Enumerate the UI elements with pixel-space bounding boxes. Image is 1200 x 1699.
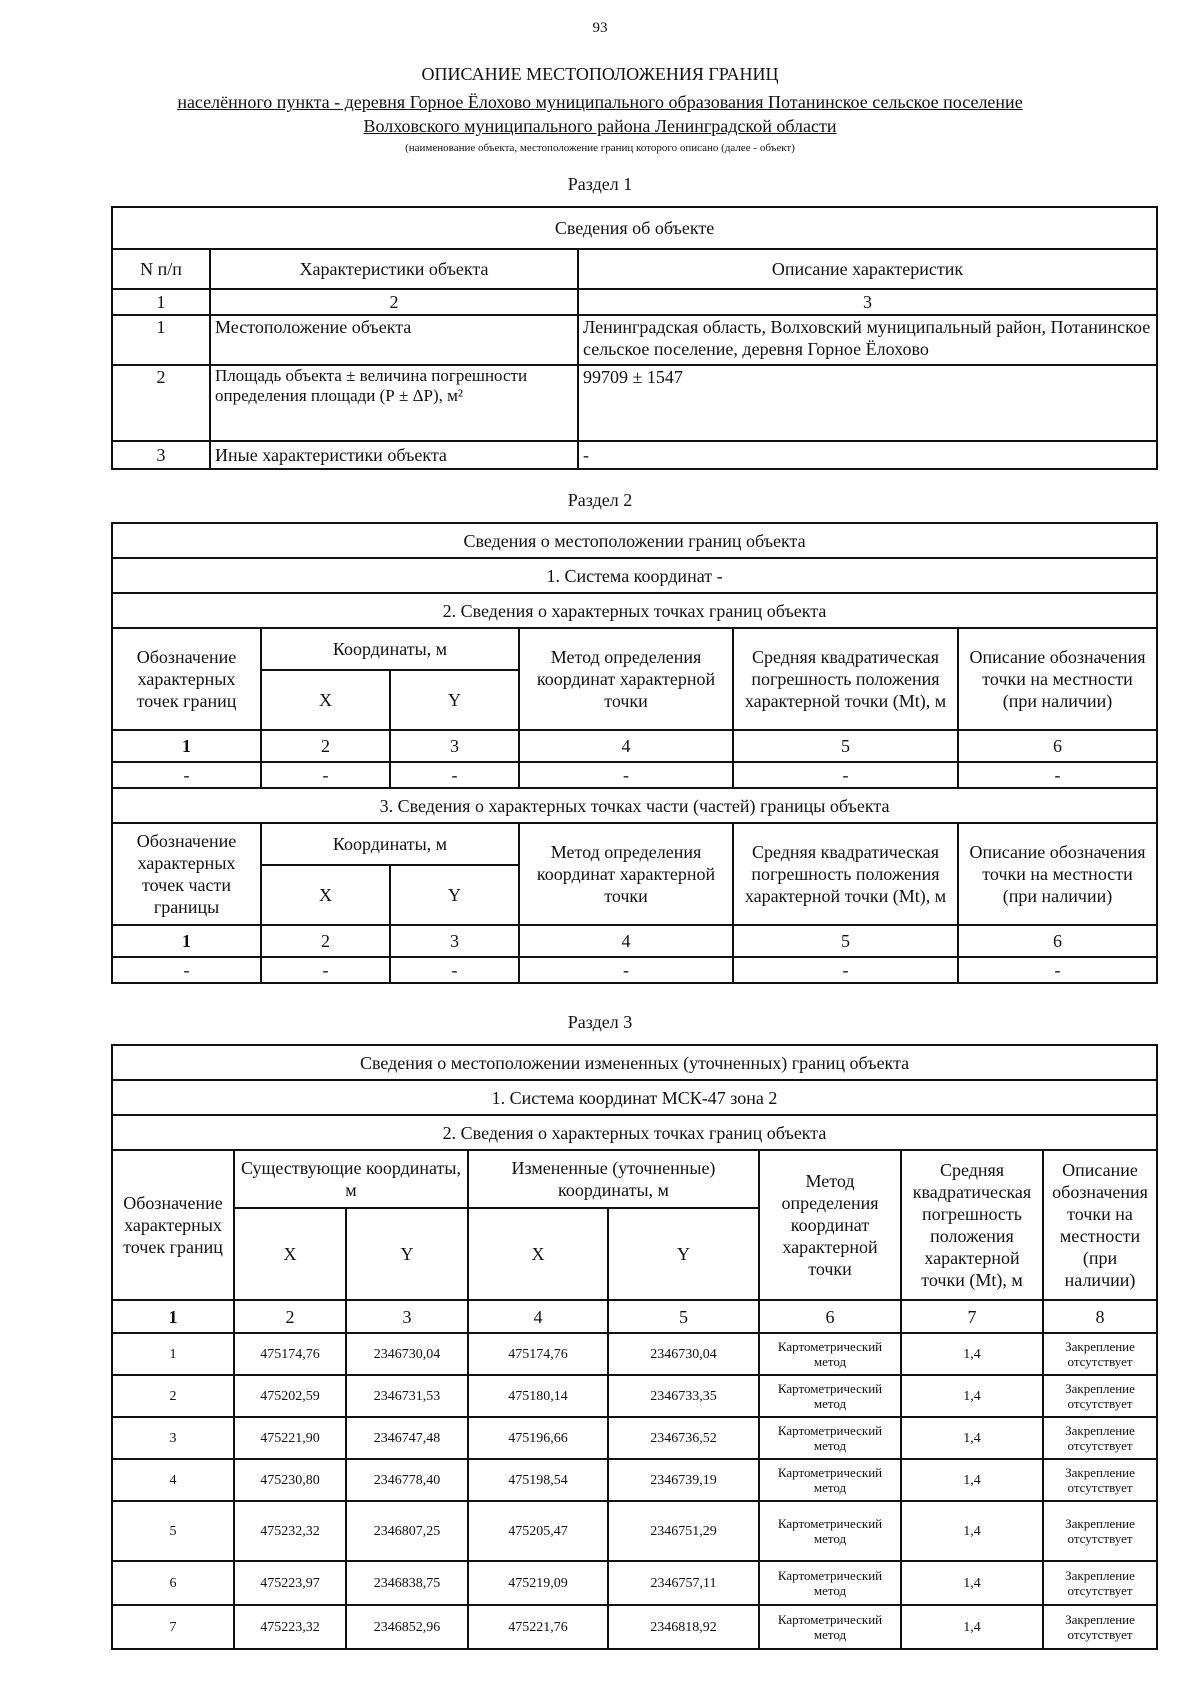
table-row bbox=[112, 1375, 1157, 1417]
column-number: 6 bbox=[958, 925, 1157, 957]
subsection-row bbox=[112, 593, 1157, 628]
header-error: Средняя квадратическая погрешность положения характерной точки (Mt), м bbox=[733, 823, 958, 925]
column-number: 1 bbox=[112, 289, 210, 315]
column-number: 3 bbox=[346, 1300, 468, 1333]
changed-x: 475196,66 bbox=[468, 1417, 608, 1459]
changed-x: 475174,76 bbox=[468, 1333, 608, 1375]
error-mt: 1,4 bbox=[901, 1501, 1043, 1561]
column-number: 4 bbox=[519, 730, 733, 762]
header-points: Обозначение характерных точек границ bbox=[112, 628, 261, 730]
table-row bbox=[112, 1459, 1157, 1501]
header-method: Метод определения координат характерной точки bbox=[519, 823, 733, 925]
point-number: 1 bbox=[112, 1333, 234, 1375]
header-changed-coords: Измененные (уточненные) координаты, м bbox=[468, 1150, 759, 1208]
error-mt: 1,4 bbox=[901, 1605, 1043, 1649]
subsection-title: 3. Сведения о характерных точках части (частей) границы объекта bbox=[112, 788, 1157, 823]
table-row bbox=[112, 762, 1157, 788]
existing-x: 475230,80 bbox=[234, 1459, 346, 1501]
existing-y: 2346730,04 bbox=[346, 1333, 468, 1375]
existing-y: 2346747,48 bbox=[346, 1417, 468, 1459]
header-existing-coords: Существующие координаты, м bbox=[234, 1150, 468, 1208]
header-description: Описание обозначения точки на местности (при наличии) bbox=[958, 823, 1157, 925]
table-row bbox=[112, 957, 1157, 983]
point-number: 5 bbox=[112, 1501, 234, 1561]
header-points: Обозначение характерных точек границ bbox=[112, 1150, 234, 1300]
changed-y: 2346733,35 bbox=[608, 1375, 759, 1417]
empty-cell: - bbox=[261, 762, 390, 788]
subsection-row bbox=[112, 1115, 1157, 1150]
section-3-title: Раздел 3 bbox=[567, 1012, 633, 1032]
header-row bbox=[112, 628, 1157, 670]
column-number: 6 bbox=[958, 730, 1157, 762]
table-row bbox=[112, 441, 1157, 469]
header-y: Y bbox=[390, 670, 519, 730]
column-number: 5 bbox=[733, 730, 958, 762]
row-number: 3 bbox=[112, 441, 210, 469]
empty-cell: - bbox=[112, 762, 261, 788]
column-number-row bbox=[112, 730, 1157, 762]
table-row bbox=[112, 1417, 1157, 1459]
section-3-table-title: Сведения о местоположении измененных (уточненных) границ объекта bbox=[112, 1045, 1157, 1080]
column-number: 4 bbox=[519, 925, 733, 957]
changed-y: 2346736,52 bbox=[608, 1417, 759, 1459]
column-number: 7 bbox=[901, 1300, 1043, 1333]
empty-cell: - bbox=[733, 762, 958, 788]
point-number: 7 bbox=[112, 1605, 234, 1649]
column-number-row bbox=[112, 289, 1157, 315]
point-number: 6 bbox=[112, 1561, 234, 1605]
row-characteristic: Площадь объекта ± величина погрешности определения площади (Р ± ΔР), м² bbox=[210, 365, 578, 441]
header-method: Метод определения координат характерной точки bbox=[759, 1150, 901, 1300]
header-error: Средняя квадратическая погрешность положения характерной точки (Mt), м bbox=[733, 628, 958, 730]
subsection-row bbox=[112, 788, 1157, 823]
point-number: 2 bbox=[112, 1375, 234, 1417]
coord-system-row bbox=[112, 558, 1157, 593]
header-cell: Характеристики объекта bbox=[210, 249, 578, 289]
row-number: 1 bbox=[112, 315, 210, 365]
section-1-table-title: Сведения об объекте bbox=[112, 207, 1157, 249]
table-row bbox=[112, 1501, 1157, 1561]
error-mt: 1,4 bbox=[901, 1375, 1043, 1417]
empty-cell: - bbox=[390, 957, 519, 983]
page-number: 93 bbox=[592, 20, 608, 36]
header-error: Средняя квадратическая погрешность положения характерной точки (Mt), м bbox=[901, 1150, 1043, 1300]
header-coords: Координаты, м bbox=[261, 823, 519, 865]
error-mt: 1,4 bbox=[901, 1417, 1043, 1459]
column-number: 8 bbox=[1043, 1300, 1157, 1333]
table-title-row bbox=[112, 207, 1157, 249]
changed-x: 475219,09 bbox=[468, 1561, 608, 1605]
table-row bbox=[112, 315, 1157, 365]
method: Картометрический метод bbox=[759, 1417, 901, 1459]
existing-y: 2346838,75 bbox=[346, 1561, 468, 1605]
point-description: Закрепление отсутствует bbox=[1043, 1333, 1157, 1375]
column-number: 2 bbox=[234, 1300, 346, 1333]
changed-x: 475221,76 bbox=[468, 1605, 608, 1649]
header-cell: Описание характеристик bbox=[578, 249, 1157, 289]
method: Картометрический метод bbox=[759, 1333, 901, 1375]
coord-system: 1. Система координат МСК-47 зона 2 bbox=[112, 1080, 1157, 1115]
changed-x: 475205,47 bbox=[468, 1501, 608, 1561]
column-number: 4 bbox=[468, 1300, 608, 1333]
table-title-row bbox=[112, 523, 1157, 558]
header-method: Метод определения координат характерной точки bbox=[519, 628, 733, 730]
row-description: 99709 ± 1547 bbox=[578, 365, 1157, 441]
subsection-title: 2. Сведения о характерных точках границ объекта bbox=[112, 593, 1157, 628]
existing-x: 475202,59 bbox=[234, 1375, 346, 1417]
subsection-title: 2. Сведения о характерных точках границ объекта bbox=[112, 1115, 1157, 1150]
changed-x: 475198,54 bbox=[468, 1459, 608, 1501]
changed-y: 2346739,19 bbox=[608, 1459, 759, 1501]
document-heading: ОПИСАНИЕ МЕСТОПОЛОЖЕНИЯ ГРАНИЦ bbox=[421, 64, 779, 84]
column-number-row bbox=[112, 1300, 1157, 1333]
coord-system-row bbox=[112, 1080, 1157, 1115]
empty-cell: - bbox=[261, 957, 390, 983]
column-number: 5 bbox=[608, 1300, 759, 1333]
header-x: X bbox=[234, 1208, 346, 1300]
column-number: 2 bbox=[210, 289, 578, 315]
header-description: Описание обозначения точки на местности (при наличии) bbox=[958, 628, 1157, 730]
column-number: 3 bbox=[578, 289, 1157, 315]
section-2-table-title: Сведения о местоположении границ объекта bbox=[112, 523, 1157, 558]
header-x: X bbox=[468, 1208, 608, 1300]
changed-y: 2346818,92 bbox=[608, 1605, 759, 1649]
column-number-row bbox=[112, 925, 1157, 957]
row-characteristic: Иные характеристики объекта bbox=[210, 441, 578, 469]
existing-x: 475174,76 bbox=[234, 1333, 346, 1375]
object-name-note: (наименование объекта, местоположение границ которого описано (далее - объект) bbox=[405, 142, 795, 154]
row-characteristic: Местоположение объекта bbox=[210, 315, 578, 365]
error-mt: 1,4 bbox=[901, 1333, 1043, 1375]
changed-x: 475180,14 bbox=[468, 1375, 608, 1417]
header-row bbox=[112, 823, 1157, 865]
existing-y: 2346778,40 bbox=[346, 1459, 468, 1501]
changed-y: 2346751,29 bbox=[608, 1501, 759, 1561]
empty-cell: - bbox=[958, 762, 1157, 788]
column-number: 5 bbox=[733, 925, 958, 957]
column-number: 3 bbox=[390, 730, 519, 762]
point-description: Закрепление отсутствует bbox=[1043, 1459, 1157, 1501]
table-row bbox=[112, 1561, 1157, 1605]
header-y: Y bbox=[390, 865, 519, 925]
header-coords: Координаты, м bbox=[261, 628, 519, 670]
header-row bbox=[112, 249, 1157, 289]
section-2-title: Раздел 2 bbox=[567, 490, 633, 510]
changed-y: 2346730,04 bbox=[608, 1333, 759, 1375]
error-mt: 1,4 bbox=[901, 1459, 1043, 1501]
coord-system: 1. Система координат - bbox=[112, 558, 1157, 593]
column-number: 3 bbox=[390, 925, 519, 957]
point-description: Закрепление отсутствует bbox=[1043, 1375, 1157, 1417]
header-y: Y bbox=[346, 1208, 468, 1300]
method: Картометрический метод bbox=[759, 1501, 901, 1561]
table-row bbox=[112, 365, 1157, 441]
row-number: 2 bbox=[112, 365, 210, 441]
point-number: 3 bbox=[112, 1417, 234, 1459]
row-description: - bbox=[578, 441, 1157, 469]
existing-y: 2346852,96 bbox=[346, 1605, 468, 1649]
empty-cell: - bbox=[733, 957, 958, 983]
method: Картометрический метод bbox=[759, 1459, 901, 1501]
empty-cell: - bbox=[390, 762, 519, 788]
header-x: X bbox=[261, 670, 390, 730]
point-description: Закрепление отсутствует bbox=[1043, 1501, 1157, 1561]
point-description: Закрепление отсутствует bbox=[1043, 1605, 1157, 1649]
header-row bbox=[112, 1150, 1157, 1208]
method: Картометрический метод bbox=[759, 1561, 901, 1605]
existing-x: 475223,97 bbox=[234, 1561, 346, 1605]
column-number: 2 bbox=[261, 925, 390, 957]
section-1-title: Раздел 1 bbox=[567, 174, 633, 194]
error-mt: 1,4 bbox=[901, 1561, 1043, 1605]
existing-x: 475232,32 bbox=[234, 1501, 346, 1561]
column-number: 1 bbox=[112, 730, 261, 762]
table-title-row bbox=[112, 1045, 1157, 1080]
point-description: Закрепление отсутствует bbox=[1043, 1561, 1157, 1605]
column-number: 1 bbox=[112, 925, 261, 957]
column-number: 2 bbox=[261, 730, 390, 762]
existing-y: 2346807,25 bbox=[346, 1501, 468, 1561]
point-description: Закрепление отсутствует bbox=[1043, 1417, 1157, 1459]
point-number: 4 bbox=[112, 1459, 234, 1501]
row-description: Ленинградская область, Волховский муниципальный район, Потанинское сельское поселение, деревня Горное Ёлохово bbox=[578, 315, 1157, 365]
header-y: Y bbox=[608, 1208, 759, 1300]
object-name-line-2: Волховского муниципального района Ленинградской области bbox=[363, 116, 837, 136]
section-2-table bbox=[111, 522, 1158, 984]
column-number: 6 bbox=[759, 1300, 901, 1333]
table-row bbox=[112, 1333, 1157, 1375]
method: Картометрический метод bbox=[759, 1605, 901, 1649]
changed-y: 2346757,11 bbox=[608, 1561, 759, 1605]
header-cell: N п/п bbox=[112, 249, 210, 289]
empty-cell: - bbox=[519, 762, 733, 788]
header-points-part: Обозначение характерных точек части границы bbox=[112, 823, 261, 925]
existing-x: 475221,90 bbox=[234, 1417, 346, 1459]
section-1-table bbox=[111, 206, 1158, 470]
header-x: X bbox=[261, 865, 390, 925]
empty-cell: - bbox=[519, 957, 733, 983]
section-3-table bbox=[111, 1044, 1158, 1650]
method: Картометрический метод bbox=[759, 1375, 901, 1417]
empty-cell: - bbox=[112, 957, 261, 983]
header-description: Описание обозначения точки на местности (при наличии) bbox=[1043, 1150, 1157, 1300]
existing-y: 2346731,53 bbox=[346, 1375, 468, 1417]
object-name-line-1: населённого пункта - деревня Горное Ёлохово муниципального образования Потанинское сельское поселение bbox=[177, 92, 1023, 112]
existing-x: 475223,32 bbox=[234, 1605, 346, 1649]
column-number: 1 bbox=[112, 1300, 234, 1333]
empty-cell: - bbox=[958, 957, 1157, 983]
table-row bbox=[112, 1605, 1157, 1649]
